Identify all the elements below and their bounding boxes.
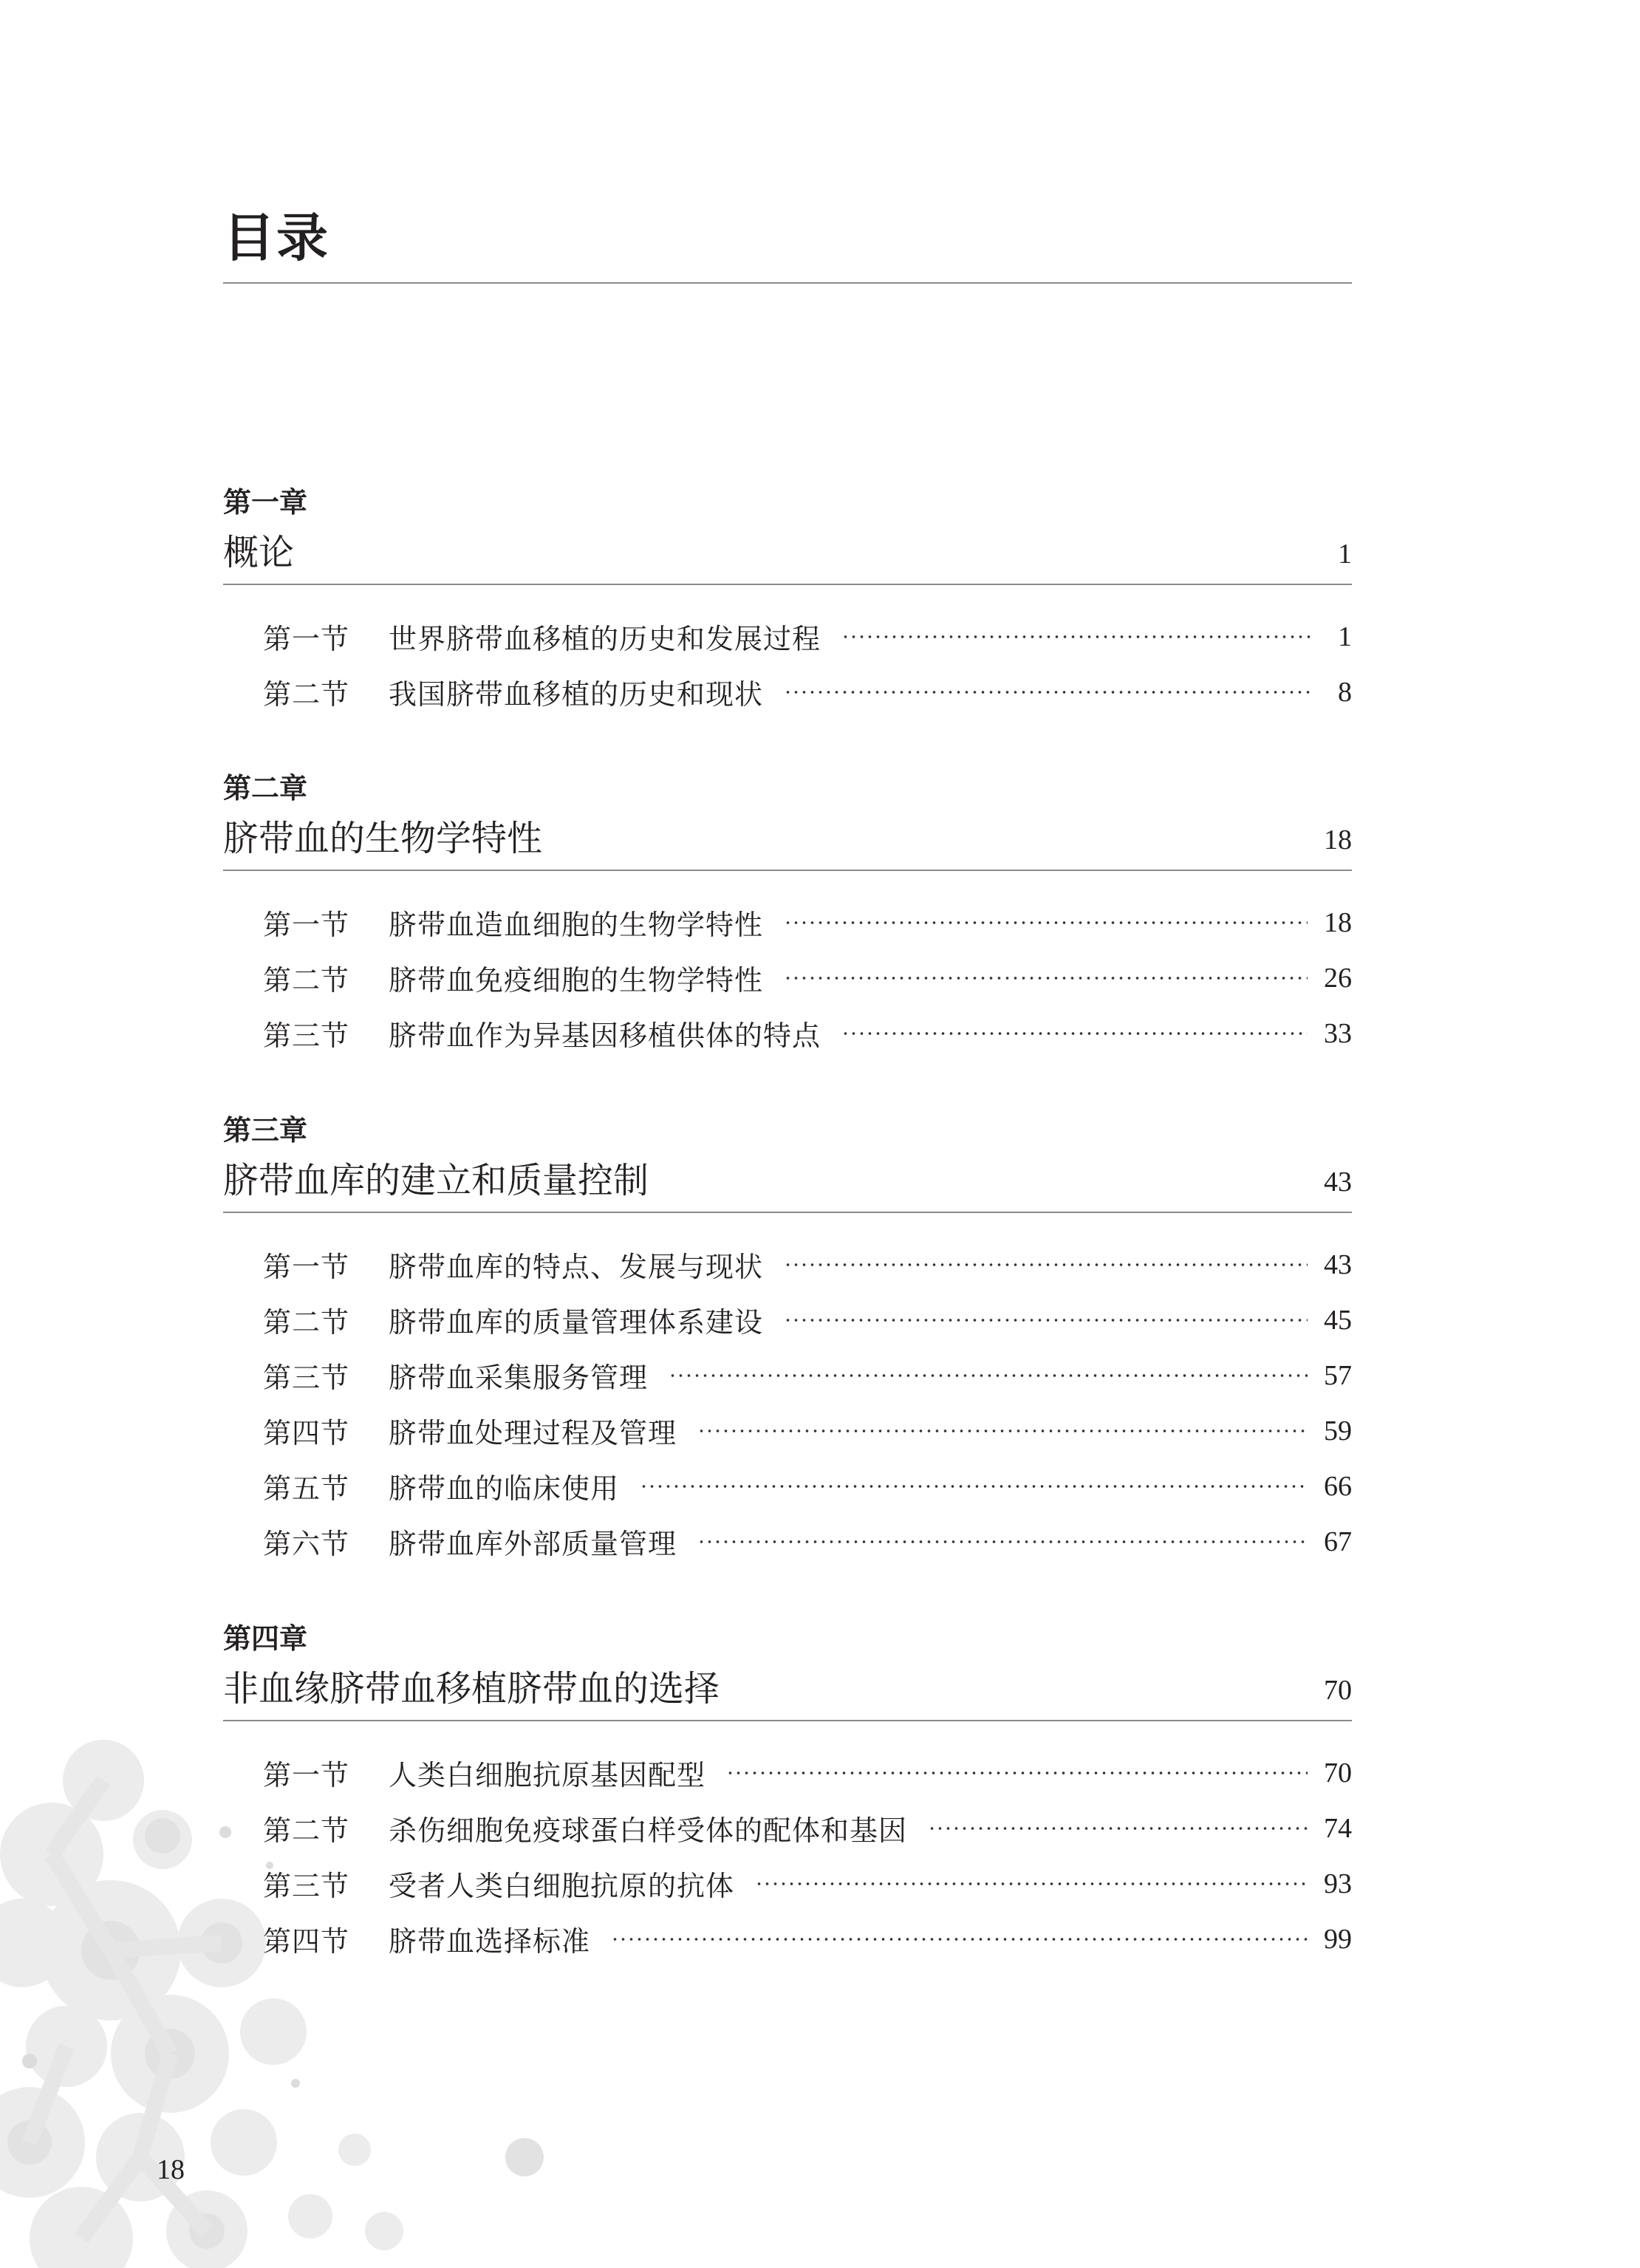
chapter-label: 第二章 [223,772,308,805]
toc-entry[interactable] [263,1745,1352,1800]
chapter-heading[interactable] [223,525,1352,585]
section-list [223,1721,1352,1967]
dot-leader [784,1317,1308,1323]
page-number: 18 [157,2154,185,2185]
section-title: 脐带血免疫细胞的生物学特性 [389,964,764,997]
toc-entry[interactable] [263,1514,1352,1569]
dot-leader [784,920,1308,926]
toc-entry[interactable] [263,1005,1352,1061]
section-number: 第四节 [263,1925,350,1958]
section-number: 第四节 [263,1417,350,1449]
section-page-number: 45 [1324,1304,1352,1336]
section-title: 脐带血采集服务管理 [389,1362,649,1394]
section-title: 脐带血作为异基因移植供体的特点 [389,1019,821,1052]
section-title: 脐带血的临床使用 [389,1472,620,1505]
toc-entry[interactable] [263,1800,1352,1856]
section-title: 我国脐带血移植的历史和现状 [389,678,764,711]
chapter-title: 脐带血库的建立和质量控制 [223,1160,649,1201]
section-page-number: 18 [1324,906,1352,938]
section-number: 第一节 [263,623,350,655]
section-number: 第一节 [263,909,350,941]
section-number: 第三节 [263,1019,350,1052]
chapter-4 [223,1616,1352,1967]
section-page-number: 59 [1324,1415,1352,1446]
chapter-title: 概论 [223,532,295,573]
dot-leader [841,1031,1308,1036]
dot-leader [928,1825,1308,1831]
toc-entry[interactable] [263,1292,1352,1348]
toc-entry[interactable] [263,1458,1352,1514]
section-page-number: 33 [1324,1017,1352,1049]
toc-entry[interactable] [263,895,1352,950]
section-number: 第二节 [263,964,350,997]
section-page-number: 99 [1324,1923,1352,1955]
section-number: 第一节 [263,1759,350,1791]
toc-entry[interactable] [263,950,1352,1005]
section-page-number: 67 [1324,1526,1352,1557]
chapter-1 [223,480,1352,720]
section-page-number: 66 [1324,1470,1352,1502]
toc-entry[interactable] [263,1237,1352,1292]
chapter-page-number: 70 [1324,1675,1352,1706]
chapter-heading[interactable] [223,810,1352,871]
section-title: 世界脐带血移植的历史和发展过程 [389,623,821,655]
section-title: 脐带血库外部质量管理 [389,1528,677,1560]
section-page-number: 70 [1324,1757,1352,1789]
dot-leader [697,1539,1308,1545]
section-title: 受者人类白细胞抗原的抗体 [389,1870,735,1902]
chapter-title: 脐带血的生物学特性 [223,818,543,859]
chapter-heading[interactable] [223,1661,1352,1721]
chapter-page-number: 18 [1324,824,1352,855]
section-title: 脐带血处理过程及管理 [389,1417,677,1449]
toc-entry[interactable] [263,1856,1352,1911]
section-title: 脐带血库的特点、发展与现状 [389,1251,764,1283]
toc-entry[interactable] [263,1403,1352,1458]
dot-leader [640,1483,1308,1489]
chapter-label: 第四章 [223,1622,308,1655]
section-list [223,585,1352,720]
section-page-number: 8 [1338,676,1352,708]
dot-leader [697,1428,1308,1434]
section-number: 第三节 [263,1362,350,1394]
section-page-number: 43 [1324,1249,1352,1280]
chapter-page-number: 43 [1324,1167,1352,1198]
page-title: 目录 [223,208,329,268]
toc-entry[interactable] [263,1911,1352,1967]
chapter-page-number: 1 [1338,539,1352,570]
toc-entry[interactable] [263,1348,1352,1403]
chapter-label: 第一章 [223,486,308,519]
chapter-title: 非血缘脐带血移植脐带血的选择 [223,1668,720,1709]
section-list [223,1213,1352,1569]
chapter-heading[interactable] [223,1152,1352,1213]
dot-leader [784,975,1308,981]
section-list [223,871,1352,1061]
title-divider [223,282,1352,284]
chapter-3 [223,1108,1352,1569]
section-title: 脐带血库的质量管理体系建设 [389,1306,764,1339]
dot-leader [669,1373,1308,1379]
dot-leader [611,1936,1308,1942]
section-title: 脐带血选择标准 [389,1925,591,1958]
toc-entry[interactable] [263,664,1352,720]
section-number: 第二节 [263,1814,350,1847]
dot-leader [784,689,1313,695]
section-number: 第一节 [263,1251,350,1283]
section-number: 第三节 [263,1870,350,1902]
section-number: 第二节 [263,1306,350,1339]
dot-leader [755,1881,1308,1887]
dot-leader [841,634,1313,640]
section-number: 第二节 [263,678,350,711]
section-title: 脐带血造血细胞的生物学特性 [389,909,764,941]
section-title: 人类白细胞抗原基因配型 [389,1759,706,1791]
section-number: 第六节 [263,1528,350,1560]
chapter-label: 第三章 [223,1114,308,1147]
section-page-number: 93 [1324,1868,1352,1899]
section-page-number: 74 [1324,1812,1352,1844]
section-page-number: 26 [1324,962,1352,994]
chapter-2 [223,766,1352,1061]
toc-entry[interactable] [263,609,1352,664]
dot-leader [726,1770,1308,1776]
section-title: 杀伤细胞免疫球蛋白样受体的配体和基因 [389,1814,908,1847]
dot-leader [784,1262,1308,1268]
section-page-number: 1 [1338,621,1352,652]
section-page-number: 57 [1324,1359,1352,1391]
section-number: 第五节 [263,1472,350,1505]
